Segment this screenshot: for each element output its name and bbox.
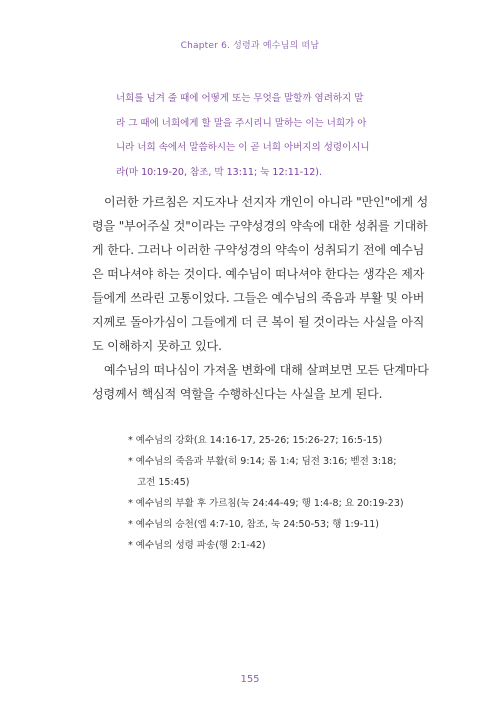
page-number: 155 bbox=[240, 674, 260, 685]
scripture-quote bbox=[116, 87, 428, 185]
list-item: * 예수님의 승천(엡 4:7-10, 참조, 눅 24:50-53; 행 1:9-11) bbox=[128, 519, 380, 530]
body-paragraphs bbox=[92, 190, 428, 406]
paragraph-line: 령을 "부어주실 것"이라는 구약성경의 약속에 대한 성취를 기대하 bbox=[92, 219, 428, 233]
paragraph-line: 이러한 가르침은 지도자나 선지자 개인이 아니라 "만인"에게 성 bbox=[104, 195, 429, 209]
paragraph-line: 들에게 쓰라린 고통이었다. 그들은 예수님의 죽음과 부활 및 아버 bbox=[92, 291, 425, 305]
running-header: Chapter 6. 성령과 예수님의 떠남 bbox=[180, 41, 320, 51]
quote-line: 니라 너희 속에서 말씀하시는 이 곧 너희 아버지의 성령이시니 bbox=[116, 142, 370, 153]
list-item: * 예수님의 성령 파송(행 2:1-42) bbox=[128, 540, 266, 551]
paragraph-line: 은 떠나셔야 하는 것이다. 예수님이 떠나셔야 한다는 생각은 제자 bbox=[92, 267, 425, 281]
paragraph-line: 도 이해하지 못하고 있다. bbox=[92, 339, 222, 353]
event-list bbox=[128, 430, 428, 556]
paragraph-line: 예수님의 떠나심이 가져올 변화에 대해 살펴보면 모든 단계마다 bbox=[104, 363, 429, 377]
quote-line: 너희를 넘겨 줄 때에 어떻게 또는 무엇을 말할까 염려하지 말 bbox=[116, 93, 364, 104]
list-item: * 예수님의 강화(요 14:16-17, 25-26; 15:26-27; 16:5-15) bbox=[128, 435, 383, 446]
paragraph-line: 지께로 돌아가심이 그들에게 더 큰 복이 될 것이라는 사실을 아직 bbox=[92, 315, 425, 329]
list-item: * 예수님의 부활 후 가르침(눅 24:44-49; 행 1:4-8; 요 20:19-23) bbox=[128, 498, 404, 509]
paragraph-line: 게 한다. 그러나 이러한 구약성경의 약속이 성취되기 전에 예수님 bbox=[92, 243, 425, 257]
list-item: * 예수님의 죽음과 부활(히 9:14; 롬 1:4; 딤전 3:16; 벧전 3:18; bbox=[128, 456, 397, 467]
quote-line: 라(마 10:19-20, 참조, 막 13:11; 눅 12:11-12). bbox=[116, 166, 323, 178]
list-item-continuation: 고전 15:45) bbox=[137, 477, 190, 488]
quote-line: 라 그 때에 너희에게 할 말을 주시리니 말하는 이는 너희가 아 bbox=[116, 117, 367, 129]
paragraph-line: 성령께서 핵심적 역할을 수행하신다는 사실을 보게 된다. bbox=[92, 387, 383, 401]
